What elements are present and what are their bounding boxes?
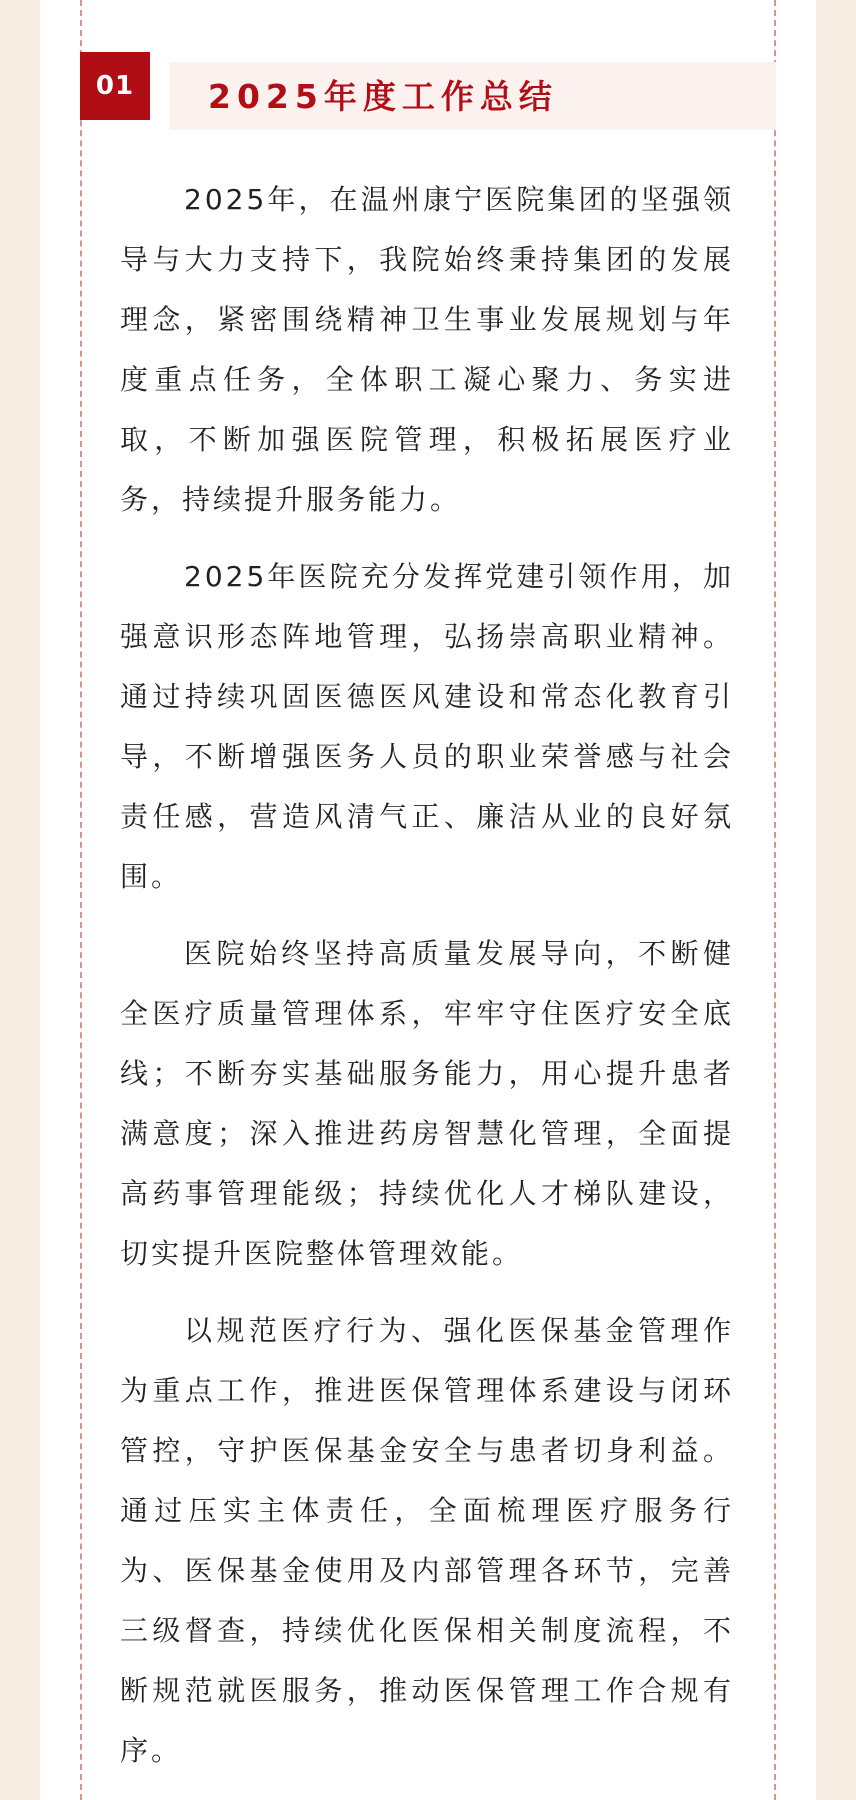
- section-number-badge: [80, 52, 150, 120]
- paragraph: 医院始终坚持高质量发展导向，不断健全医疗质量管理体系，牢牢守住医疗安全底线；不断夯实基础服务能力，用心提升患者满意度；深入推进药房智慧化管理，全面提高药事管理能级；持续优化人才梯队建设，切实提升医院整体管理效能。: [120, 937, 734, 1270]
- left-margin-band: [0, 0, 40, 1800]
- paragraph: 2025年医院充分发挥党建引领作用，加强意识形态阵地管理，弘扬崇高职业精神。通过持续巩固医德医风建设和常态化教育引导，不断增强医务人员的职业荣誉感与社会责任感，营造风清气正、廉洁从业的良好氛围。: [120, 560, 734, 893]
- section-title: 2025年度工作总结: [208, 77, 558, 116]
- paragraph: 2025年，在温州康宁医院集团的坚强领导与大力支持下，我院始终秉持集团的发展理念，紧密围绕精神卫生事业发展规划与年度重点任务，全体职工凝心聚力、务实进取，不断加强医院管理，积极拓展医疗业务，持续提升服务能力。: [120, 183, 734, 516]
- paragraph: 以规范医疗行为、强化医保基金管理作为重点工作，推进医保管理体系建设与闭环管控，守护医保基金安全与患者切身利益。通过压实主体责任，全面梳理医疗服务行为、医保基金使用及内部管理各环节，完善三级督查，持续优化医保相关制度流程，不断规范就医服务，推动医保管理工作合规有序。: [120, 1314, 734, 1767]
- right-margin-band: [816, 0, 856, 1800]
- article-body: [120, 170, 734, 1798]
- section-number: 01: [95, 71, 135, 101]
